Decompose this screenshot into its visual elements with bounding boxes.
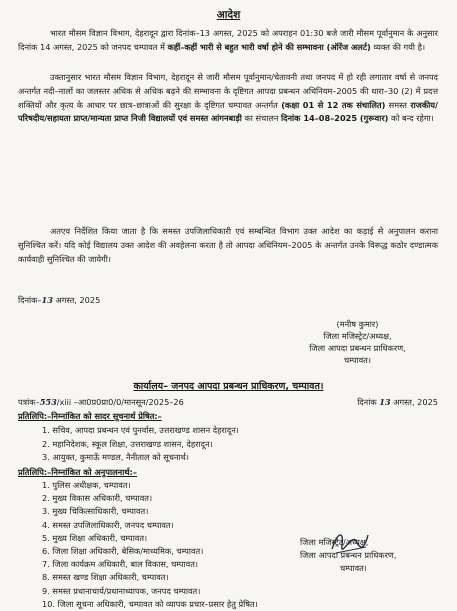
letter-number-handwritten: 553 <box>39 397 57 407</box>
order-date <box>18 295 100 306</box>
signatory-place: चम्पावत। <box>344 355 371 365</box>
letter-date-rest: अगस्त, 2025 <box>393 397 438 407</box>
cc-compliance-list <box>38 479 258 611</box>
forecast-text: भारत मौसम विज्ञान विभाग, देहरादून द्वारा दिनांक–13 अगस्त, 2025 को अपराहन 01:30 बजे जारी मौसम पूर्वानुमान के अनुसार दिनांक 14 अगस्त, 2025 को जनपद चम्पावत में <box>18 28 438 52</box>
letter-number <box>18 397 184 408</box>
date-rest: अगस्त, 2025 <box>55 295 101 305</box>
closure-text-d: को बन्द रहेगा। <box>391 113 434 124</box>
paragraph-closure-order <box>18 71 438 126</box>
list-item: 8. समस्त खण्ड शिक्षा अधिकारी, चम्पावत। <box>42 572 169 583</box>
order-heading: आदेश <box>216 9 241 21</box>
letter-number-rest: /xiii –आ0प्र0प्रा0/0/मानसून/2025–26 <box>56 397 184 407</box>
office-title: कार्यालय– जनपद आपदा प्रबन्धन प्राधिकरण, चम्पावत। <box>133 381 324 392</box>
closure-text-b: समस्त <box>388 99 407 110</box>
letter-date-prefix: दिनांक <box>357 397 377 407</box>
schools-text: राजकीय/परिषदीय/सहायता प्राप्त/मान्यता प्राप्त निजी विद्यालयों एवं समस्त आंगनबाड़ी <box>18 99 439 124</box>
list-item: 5. मुख्य शिक्षा अधिकारी, चम्पावत। <box>42 532 148 543</box>
signatory-designation: जिला मजिस्ट्रेट/अध्यक्ष, <box>300 537 369 547</box>
closure-date-text: दिनांक 14–08–2025 (गुरूवार) <box>281 113 389 124</box>
list-item: 4. समस्त उपजिलाधिकारी, जनपद चम्पावत। <box>42 519 174 530</box>
signatory-designation: जिला मजिस्ट्रेट/अध्यक्ष, <box>323 331 392 341</box>
paragraph-compliance <box>18 225 438 266</box>
compliance-text: अतएव निर्देशित किया जाता है कि समस्त उपजिलाधिकारी एवं सम्बन्धित विभाग उक्त आदेश का कड़ाई से अनुपालन कराना सुनिश्चित करें। यदि कोई विद्यालय उक्त आदेश की अवहेलना करता है तो आपदा अधिनियम–2005 के अन्तर्गत उनके विरूद्ध कठोर दण्डात्मक कार्यवाही सुनिश्चित की जायेगी। <box>18 226 438 264</box>
list-item: 10. जिला सूचना अधिकारी, चम्पावत को व्यापक प्रचार–प्रसार हेतु प्रेषित। <box>42 598 258 609</box>
date-handwritten: 13 <box>41 295 53 305</box>
letter-date-handwritten: 13 <box>379 397 391 407</box>
cc-information-heading: प्रतिलिपि:–निम्नांकित को सादर सूचनार्थ प्रेषित:– <box>18 411 162 421</box>
paragraph-forecast <box>18 27 438 55</box>
letter-date <box>357 397 438 408</box>
list-item: 3. आयुक्त, कुमाऊँ मण्डल, नैनीताल को सूचनार्थ। <box>42 452 189 463</box>
signature-block-dm-copy <box>300 536 450 575</box>
signatory-authority: जिला आपदा प्रबन्धन प्राधिकरण, <box>309 343 406 353</box>
forecast-text-end: व्यक्त की गयी है। <box>373 41 426 52</box>
list-item: 2. मुख्य विकास अधिकारी, चम्पावत। <box>42 493 153 504</box>
list-item: 6. जिला शिक्षा अधिकारी, बेसिक/माध्यमिक, चम्पावत। <box>42 546 204 557</box>
list-item: 3. मुख्य चिकित्साधिकारी, चम्पावत। <box>42 506 149 517</box>
cc-information-list <box>38 424 239 465</box>
orange-alert-text: कहीं–कहीं भारी से बहुत भारी वर्षा होने की सम्भावना (ऑरेंज अलर्ट) <box>167 41 371 52</box>
letter-number-prefix: पत्रांक– <box>18 397 40 407</box>
signatory-authority: जिला आपदा प्रबन्धन प्राधिकरण, <box>300 550 397 560</box>
list-item: 7. जिला कार्यक्रम अधिकारी, बाल विकास, चम्पावत। <box>42 559 198 570</box>
list-item: 1. पुलिस अधीक्षक, चम्पावत। <box>42 480 131 490</box>
list-item: 9. समस्त प्रधानाचार्य/प्रधानाध्यापक, जनपद चम्पावत। <box>42 585 201 596</box>
list-item: 2. महानिदेशक, स्कूल शिक्षा, उत्तराखण्ड शासन, देहरादून। <box>42 438 213 449</box>
closure-text-c: का संचालन <box>244 113 279 124</box>
date-label: दिनांक– <box>18 295 42 305</box>
closure-text-a: उक्तानुसार भारत मौसम विज्ञान विभाग, देहरादून से जारी मौसम पूर्वानुमान/चेतावनी तथा जनपद में हो रही लगातार वर्षा से जनपद अन्तर्गत नदी–नालों का जलस्तर अधिक से अधिक बढ़ने की सम्भावना के दृष्टिगत आपदा प्रबन्धन अधिनियम–2005 की धारा–30 (2) में प्रदत्त शक्तियों और कृत्य के आधार पर छात्र–छात्राओं की सुरक्षा के दृष्टिगत चम्पावत अन्तर्गत <box>18 72 438 110</box>
list-item: 1. सचिव, आपदा प्रबन्धन एवं पुनर्वास, उत्तराखण्ड शासन देहरादून। <box>42 425 239 435</box>
signatory-place: चम्पावत। <box>340 563 367 573</box>
signatory-name: (मनीष कुमार) <box>336 319 379 329</box>
class-range-text: (कक्षा 01 से 12 तक संचालित) <box>281 99 386 110</box>
signature-block-dm <box>270 318 445 366</box>
cc-compliance-heading: प्रतिलिपि:–निम्नांकित को अनुपालनार्थ:– <box>18 467 137 477</box>
reference-row <box>18 397 438 408</box>
